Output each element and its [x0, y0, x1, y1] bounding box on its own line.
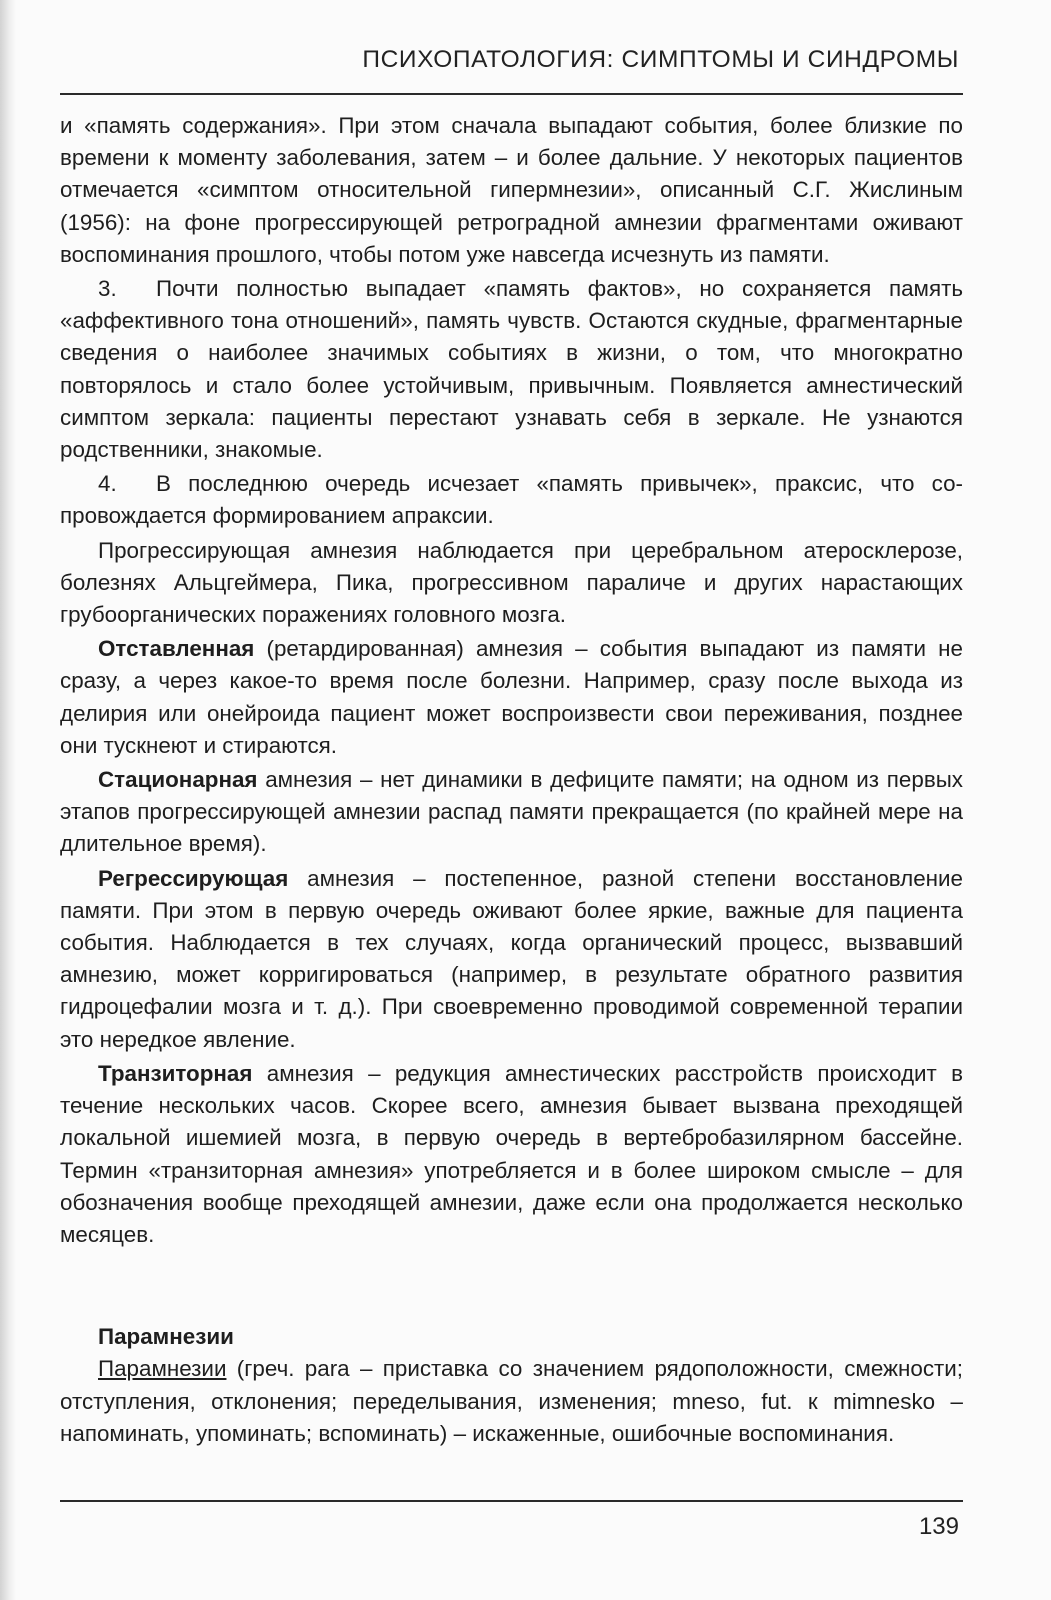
- page-number: 139: [918, 1513, 959, 1540]
- definition-text: амнезия – постепенное, разной степени восстановление памяти. При этом в первую очередь оживают более яркие, важные для пациента события. Наблюдается в тех случаях, когда органический процесс, вызвавший амнезию, может корригироваться (например, в результате обратного развития гидроцефалии мозга и т. д.). При своевременно проводимой современной терапии это нередкое явление.: [60, 865, 963, 1052]
- term-bold: Стационарная: [98, 767, 258, 793]
- paragraph-progressive-amnesia: Прогрессирующая амнезия наблюдается при церебральном атеросклерозе, болезнях Альцгеймера, Пика, прогрессивном параличе и других нарастающих грубоорганических поражениях головного мозга.: [60, 537, 963, 628]
- definition-text: амнезия – нет динамики в дефиците памяти; на одном из первых этапов прогрессирующей амнезии распад памяти прекращается (по крайней мере на длительное время).: [60, 767, 963, 857]
- paragraph-paramnesia: [60, 1353, 963, 1450]
- paragraph-regressive-amnesia: [60, 863, 963, 1056]
- book-spine-shadow: [0, 0, 16, 1600]
- paragraph-transient-amnesia: [60, 1058, 963, 1251]
- term-bold: Отставленная: [98, 636, 255, 662]
- footer-rule: [60, 1500, 963, 1502]
- term-underlined: Парамнезии: [98, 1356, 227, 1382]
- list-item-number: 4.: [98, 471, 117, 497]
- definition-text: амнезия – редукция амнестических расстройств происходит в течение нескольких часов. Скорее всего, амнезия бывает вызвана преходящей локальной ишемией мозга, в первую очередь в вертебробазилярном бассейне. Термин «транзиторная амнезия» употребляется и в более широком смысле – для обозначения вообще преходящей амнезии, даже если она продолжается несколько месяцев.: [60, 1060, 963, 1247]
- list-item-text: Почти полностью выпадает «память фактов», но сохраняется память «аффективного тона отношений», память чувств. Остаются скудные, фрагментарные сведения о наиболее значимых событиях в жизни, о том, что многократно повторялось и стало более устойчивым, привычным. Появляется амнестический симптом зеркала: пациенты перестают узнавать себя в зеркале. Не узнаются родственники, знакомые.: [60, 276, 963, 463]
- list-item-3: [60, 273, 963, 466]
- paragraph-stationary-amnesia: [60, 764, 963, 861]
- running-header: ПСИХОПАТОЛОГИЯ: СИМПТОМЫ И СИНДРОМЫ: [362, 46, 959, 73]
- section-heading: Парамнезии: [98, 1324, 234, 1350]
- page-body: [60, 110, 963, 1452]
- list-item-4: [60, 468, 963, 532]
- definition-text: (греч. para – приставка со значением рядоположности, смежности; отступления, отклонения; переделывания, изменения; mneso, fut. к mimnesko – напоминать, упоминать; вспоминать) – искаженные, ошибочные воспоминания.: [60, 1356, 963, 1446]
- term-bold: Регрессирующая: [98, 865, 289, 891]
- list-item-text: В последнюю очередь исчезает «память привычек», праксис, что сопровождается формированием апраксии.: [60, 471, 963, 529]
- paragraph-memory-content: и «память содержания». При этом сначала выпадают события, более близкие по времени к моменту заболевания, затем – и более дальние. У некоторых пациентов отмечается «симптом относительной гипермнезии», описанный С.Г. Жислиным (1956): на фоне прогрессирующей ретроградной амнезии фрагментами оживают воспоминания прошлого, чтобы потом уже навсегда исчезнуть из памяти.: [60, 113, 963, 267]
- definition-text: (ретардированная) амнезия – события выпадают из памяти не сразу, а через какое-то время после болезни. Например, сразу после выхода из делирия или онейроида пациент может воспроизвести свои переживания, позднее они тускнеют и стираются.: [60, 636, 963, 758]
- list-item-number: 3.: [98, 276, 117, 302]
- term-bold: Транзиторная: [98, 1060, 253, 1086]
- paragraph-delayed-amnesia: [60, 633, 963, 762]
- header-rule: [60, 93, 963, 95]
